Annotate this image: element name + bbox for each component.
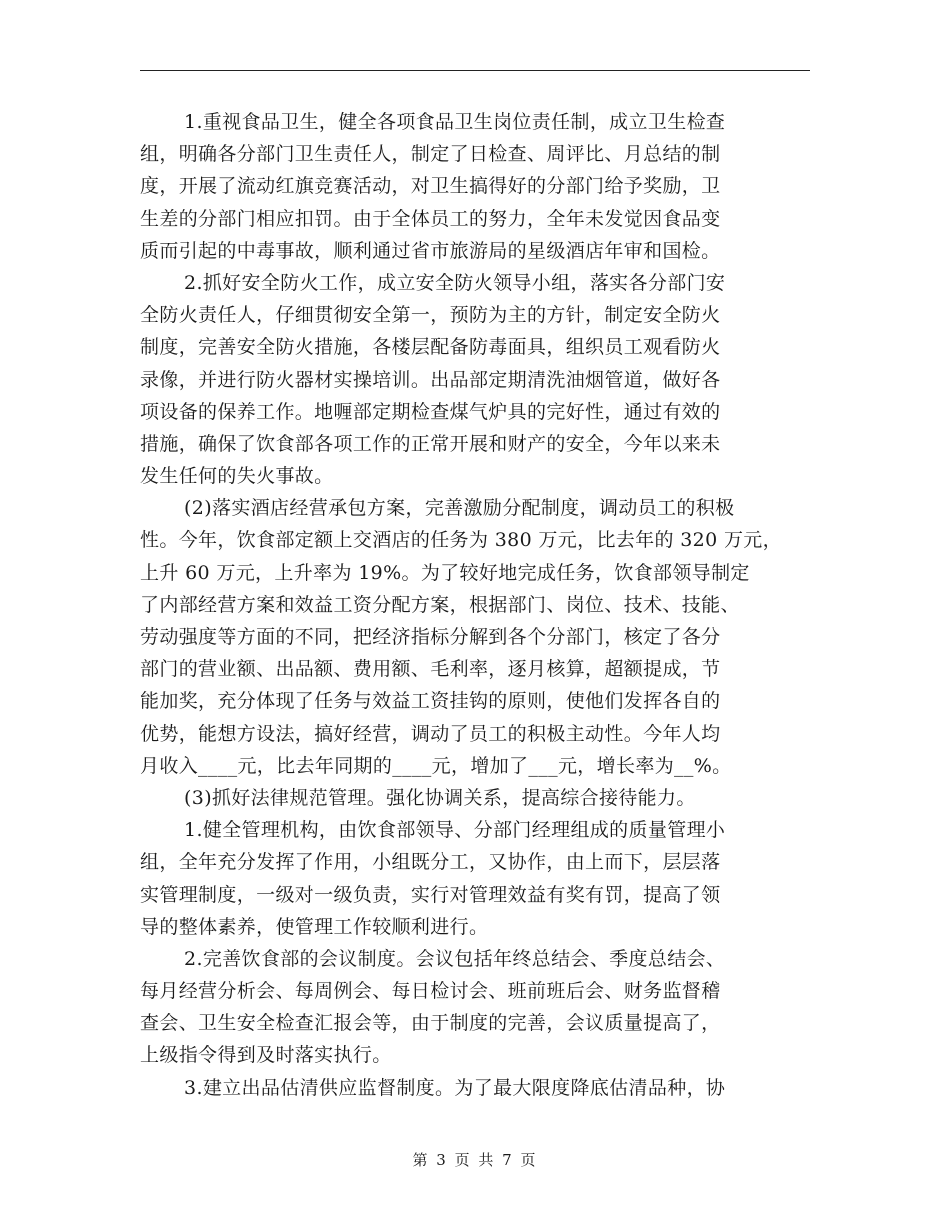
text-line: 了内部经营方案和效益工资分配方案，根据部门、岗位、技术、技能、 [140, 593, 740, 616]
text-line: 度，开展了流动红旗竞赛活动，对卫生搞得好的分部门给予奖励，卫 [140, 175, 721, 198]
text-line: 上升 60 万元，上升率为 19%。为了较好地完成任务，饮食部领导制定 [140, 561, 750, 584]
paragraph-management-structure [140, 814, 810, 943]
text-line: 部门的营业额、出品额、费用额、毛利率，逐月核算，超额提成，节 [140, 658, 721, 681]
text-line: (2)落实酒店经营承包方案，完善激励分配制度，调动员工的积极 [184, 497, 735, 520]
text-line: 上级指令得到及时落实执行。 [140, 1044, 392, 1067]
paragraph-meeting-system [140, 943, 810, 1072]
text-line: 2.抓好安全防火工作，成立安全防火领导小组，落实各分部门安 [184, 271, 726, 294]
text-line: 质而引起的中毒事故，顺利通过省市旅游局的星级酒店年审和国检。 [140, 239, 721, 262]
paragraph-fire-safety [140, 267, 810, 492]
text-line: 组，全年充分发挥了作用，小组既分工，又协作，由上而下，层层落 [140, 851, 721, 874]
document-body [140, 106, 810, 1104]
text-line: 2.完善饮食部的会议制度。会议包括年终总结会、季度总结会、 [184, 947, 726, 970]
paragraph-contract-plan [140, 492, 810, 782]
text-line: 优势，能想方设法，搞好经营，调动了员工的积极主动性。今年人均 [140, 722, 721, 745]
text-line: 全防火责任人，仔细贯彻安全第一，预防为主的方针，制定安全防火 [140, 304, 721, 327]
text-line: 组，明确各分部门卫生责任人，制定了日检查、周评比、月总结的制 [140, 143, 721, 166]
text-line: 措施，确保了饮食部各项工作的正常开展和财产的安全，今年以来未 [140, 432, 721, 455]
text-line: 性。今年，饮食部定额上交酒店的任务为 380 万元，比去年的 320 万元， [140, 529, 782, 552]
text-line: 3.建立出品估清供应监督制度。为了最大限度降底估清品种，协 [184, 1076, 726, 1099]
header-rule [140, 70, 810, 71]
text-line: 1.重视食品卫生，健全各项食品卫生岗位责任制，成立卫生检查 [184, 111, 726, 133]
text-line: (3)抓好法律规范管理。强化协调关系，提高综合接待能力。 [184, 786, 696, 809]
paragraph-food-hygiene [140, 106, 810, 267]
paragraph-supply-supervision [140, 1072, 810, 1104]
text-line: 导的整体素养，使管理工作较顺利进行。 [140, 915, 489, 938]
text-line: 能加奖，充分体现了任务与效益工资挂钩的原则，使他们发挥各自的 [140, 690, 721, 713]
page-number-footer: 第 3 页 共 7 页 [412, 1151, 538, 1169]
paragraph-legal-management [140, 782, 810, 814]
text-line: 发生任何的失火事故。 [140, 465, 334, 488]
text-line: 劳动强度等方面的不同，把经济指标分解到各个分部门，核定了各分 [140, 626, 721, 648]
text-line: 实管理制度，一级对一级负责，实行对管理效益有奖有罚，提高了领 [140, 883, 721, 906]
text-line: 1.健全管理机构，由饮食部领导、分部门经理组成的质量管理小 [184, 819, 726, 842]
text-line: 月收入____元，比去年同期的____元，增加了___元，增长率为__%。 [140, 754, 732, 777]
text-line: 每月经营分析会、每周例会、每日检讨会、班前班后会、财务监督稽 [140, 980, 721, 1003]
text-line: 查会、卫生安全检查汇报会等，由于制度的完善，会议质量提高了， [140, 1012, 721, 1035]
text-line: 项设备的保养工作。地喱部定期检查煤气炉具的完好性，通过有效的 [140, 400, 721, 423]
text-line: 录像，并进行防火器材实操培训。出品部定期清洗油烟管道，做好各 [140, 368, 721, 391]
text-line: 生差的分部门相应扣罚。由于全体员工的努力，全年未发觉因食品变 [140, 207, 721, 230]
text-line: 制度，完善安全防火措施，各楼层配备防毒面具，组织员工观看防火 [140, 336, 721, 359]
